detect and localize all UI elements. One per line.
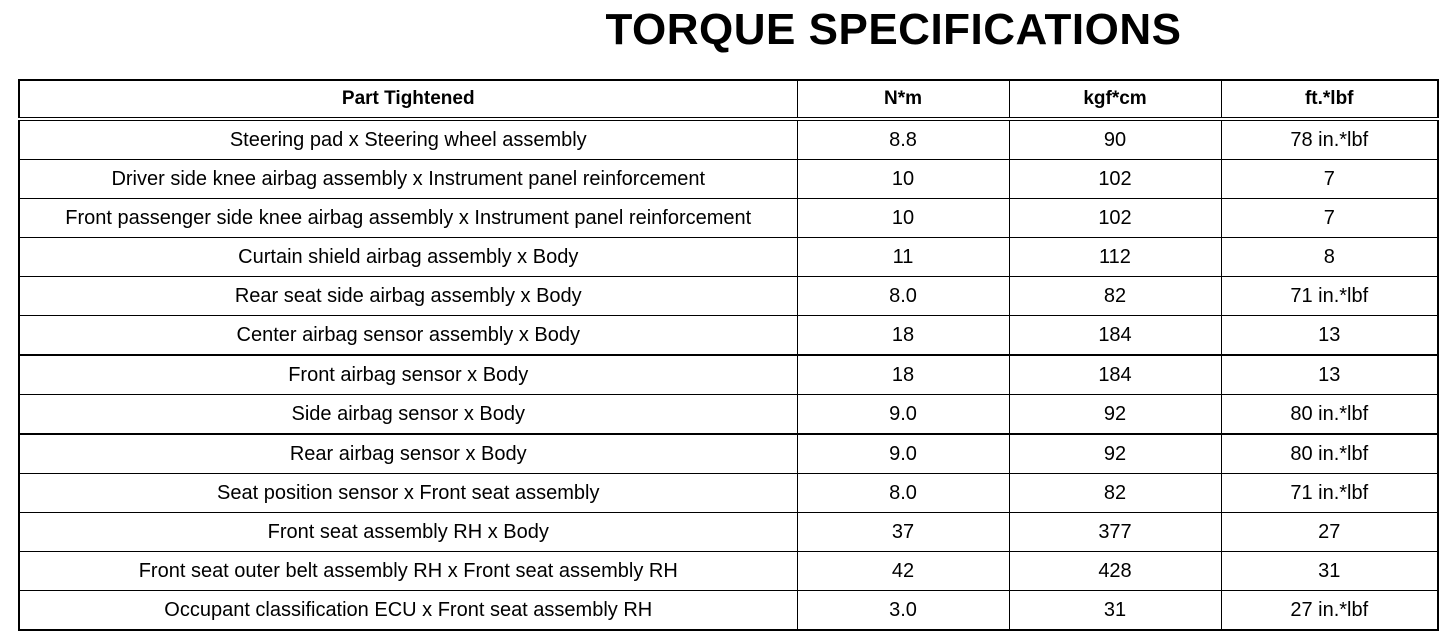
- table-row: [19, 316, 1438, 356]
- header-ft-lbf: ft.*lbf: [1221, 80, 1438, 119]
- table-row: [19, 513, 1438, 552]
- table-header: [19, 80, 1438, 119]
- cell-nm: 18: [797, 355, 1009, 395]
- table-row: [19, 277, 1438, 316]
- cell-kgf: 90: [1009, 119, 1221, 160]
- cell-nm: 8.0: [797, 277, 1009, 316]
- cell-nm: 9.0: [797, 434, 1009, 474]
- cell-ft: 71 in.*lbf: [1221, 474, 1438, 513]
- cell-nm: 18: [797, 316, 1009, 356]
- cell-kgf: 428: [1009, 552, 1221, 591]
- title-container: [0, 0, 1456, 60]
- cell-kgf: 102: [1009, 199, 1221, 238]
- table-row: [19, 119, 1438, 160]
- cell-part: Front seat outer belt assembly RH x Front seat assembly RH: [19, 552, 797, 591]
- cell-kgf: 31: [1009, 591, 1221, 631]
- cell-ft: 80 in.*lbf: [1221, 434, 1438, 474]
- cell-ft: 13: [1221, 355, 1438, 395]
- cell-part: Steering pad x Steering wheel assembly: [19, 119, 797, 160]
- cell-kgf: 82: [1009, 474, 1221, 513]
- cell-nm: 9.0: [797, 395, 1009, 435]
- header-kgf-cm: kgf*cm: [1009, 80, 1221, 119]
- cell-kgf: 92: [1009, 395, 1221, 435]
- cell-kgf: 112: [1009, 238, 1221, 277]
- table-row: [19, 474, 1438, 513]
- cell-ft: 31: [1221, 552, 1438, 591]
- cell-kgf: 184: [1009, 316, 1221, 356]
- cell-part: Side airbag sensor x Body: [19, 395, 797, 435]
- cell-part: Occupant classification ECU x Front seat assembly RH: [19, 591, 797, 631]
- cell-kgf: 102: [1009, 160, 1221, 199]
- cell-part: Front seat assembly RH x Body: [19, 513, 797, 552]
- table-row: [19, 355, 1438, 395]
- cell-nm: 11: [797, 238, 1009, 277]
- cell-part: Curtain shield airbag assembly x Body: [19, 238, 797, 277]
- table-row: [19, 434, 1438, 474]
- header-nm: N*m: [797, 80, 1009, 119]
- cell-nm: 10: [797, 160, 1009, 199]
- cell-nm: 3.0: [797, 591, 1009, 631]
- cell-part: Center airbag sensor assembly x Body: [19, 316, 797, 356]
- page-title: TORQUE SPECIFICATIONS: [605, 5, 1182, 54]
- cell-part: Driver side knee airbag assembly x Instrument panel reinforcement: [19, 160, 797, 199]
- torque-spec-table: [18, 79, 1439, 631]
- cell-ft: 80 in.*lbf: [1221, 395, 1438, 435]
- table-row: [19, 591, 1438, 631]
- cell-kgf: 184: [1009, 355, 1221, 395]
- cell-ft: 7: [1221, 160, 1438, 199]
- table-row: [19, 238, 1438, 277]
- cell-ft: 13: [1221, 316, 1438, 356]
- cell-ft: 71 in.*lbf: [1221, 277, 1438, 316]
- cell-part: Front passenger side knee airbag assembly x Instrument panel reinforcement: [19, 199, 797, 238]
- header-part-tightened: Part Tightened: [19, 80, 797, 119]
- cell-part: Rear airbag sensor x Body: [19, 434, 797, 474]
- cell-ft: 7: [1221, 199, 1438, 238]
- table-body: [19, 119, 1438, 630]
- cell-kgf: 82: [1009, 277, 1221, 316]
- cell-ft: 27 in.*lbf: [1221, 591, 1438, 631]
- cell-nm: 10: [797, 199, 1009, 238]
- cell-part: Front airbag sensor x Body: [19, 355, 797, 395]
- cell-nm: 37: [797, 513, 1009, 552]
- cell-ft: 8: [1221, 238, 1438, 277]
- table-row: [19, 199, 1438, 238]
- table-row: [19, 395, 1438, 435]
- cell-nm: 8.8: [797, 119, 1009, 160]
- cell-part: Seat position sensor x Front seat assembly: [19, 474, 797, 513]
- table-row: [19, 160, 1438, 199]
- header-row: [19, 80, 1438, 119]
- cell-kgf: 92: [1009, 434, 1221, 474]
- cell-kgf: 377: [1009, 513, 1221, 552]
- cell-ft: 78 in.*lbf: [1221, 119, 1438, 160]
- table-row: [19, 552, 1438, 591]
- cell-part: Rear seat side airbag assembly x Body: [19, 277, 797, 316]
- cell-nm: 8.0: [797, 474, 1009, 513]
- cell-nm: 42: [797, 552, 1009, 591]
- cell-ft: 27: [1221, 513, 1438, 552]
